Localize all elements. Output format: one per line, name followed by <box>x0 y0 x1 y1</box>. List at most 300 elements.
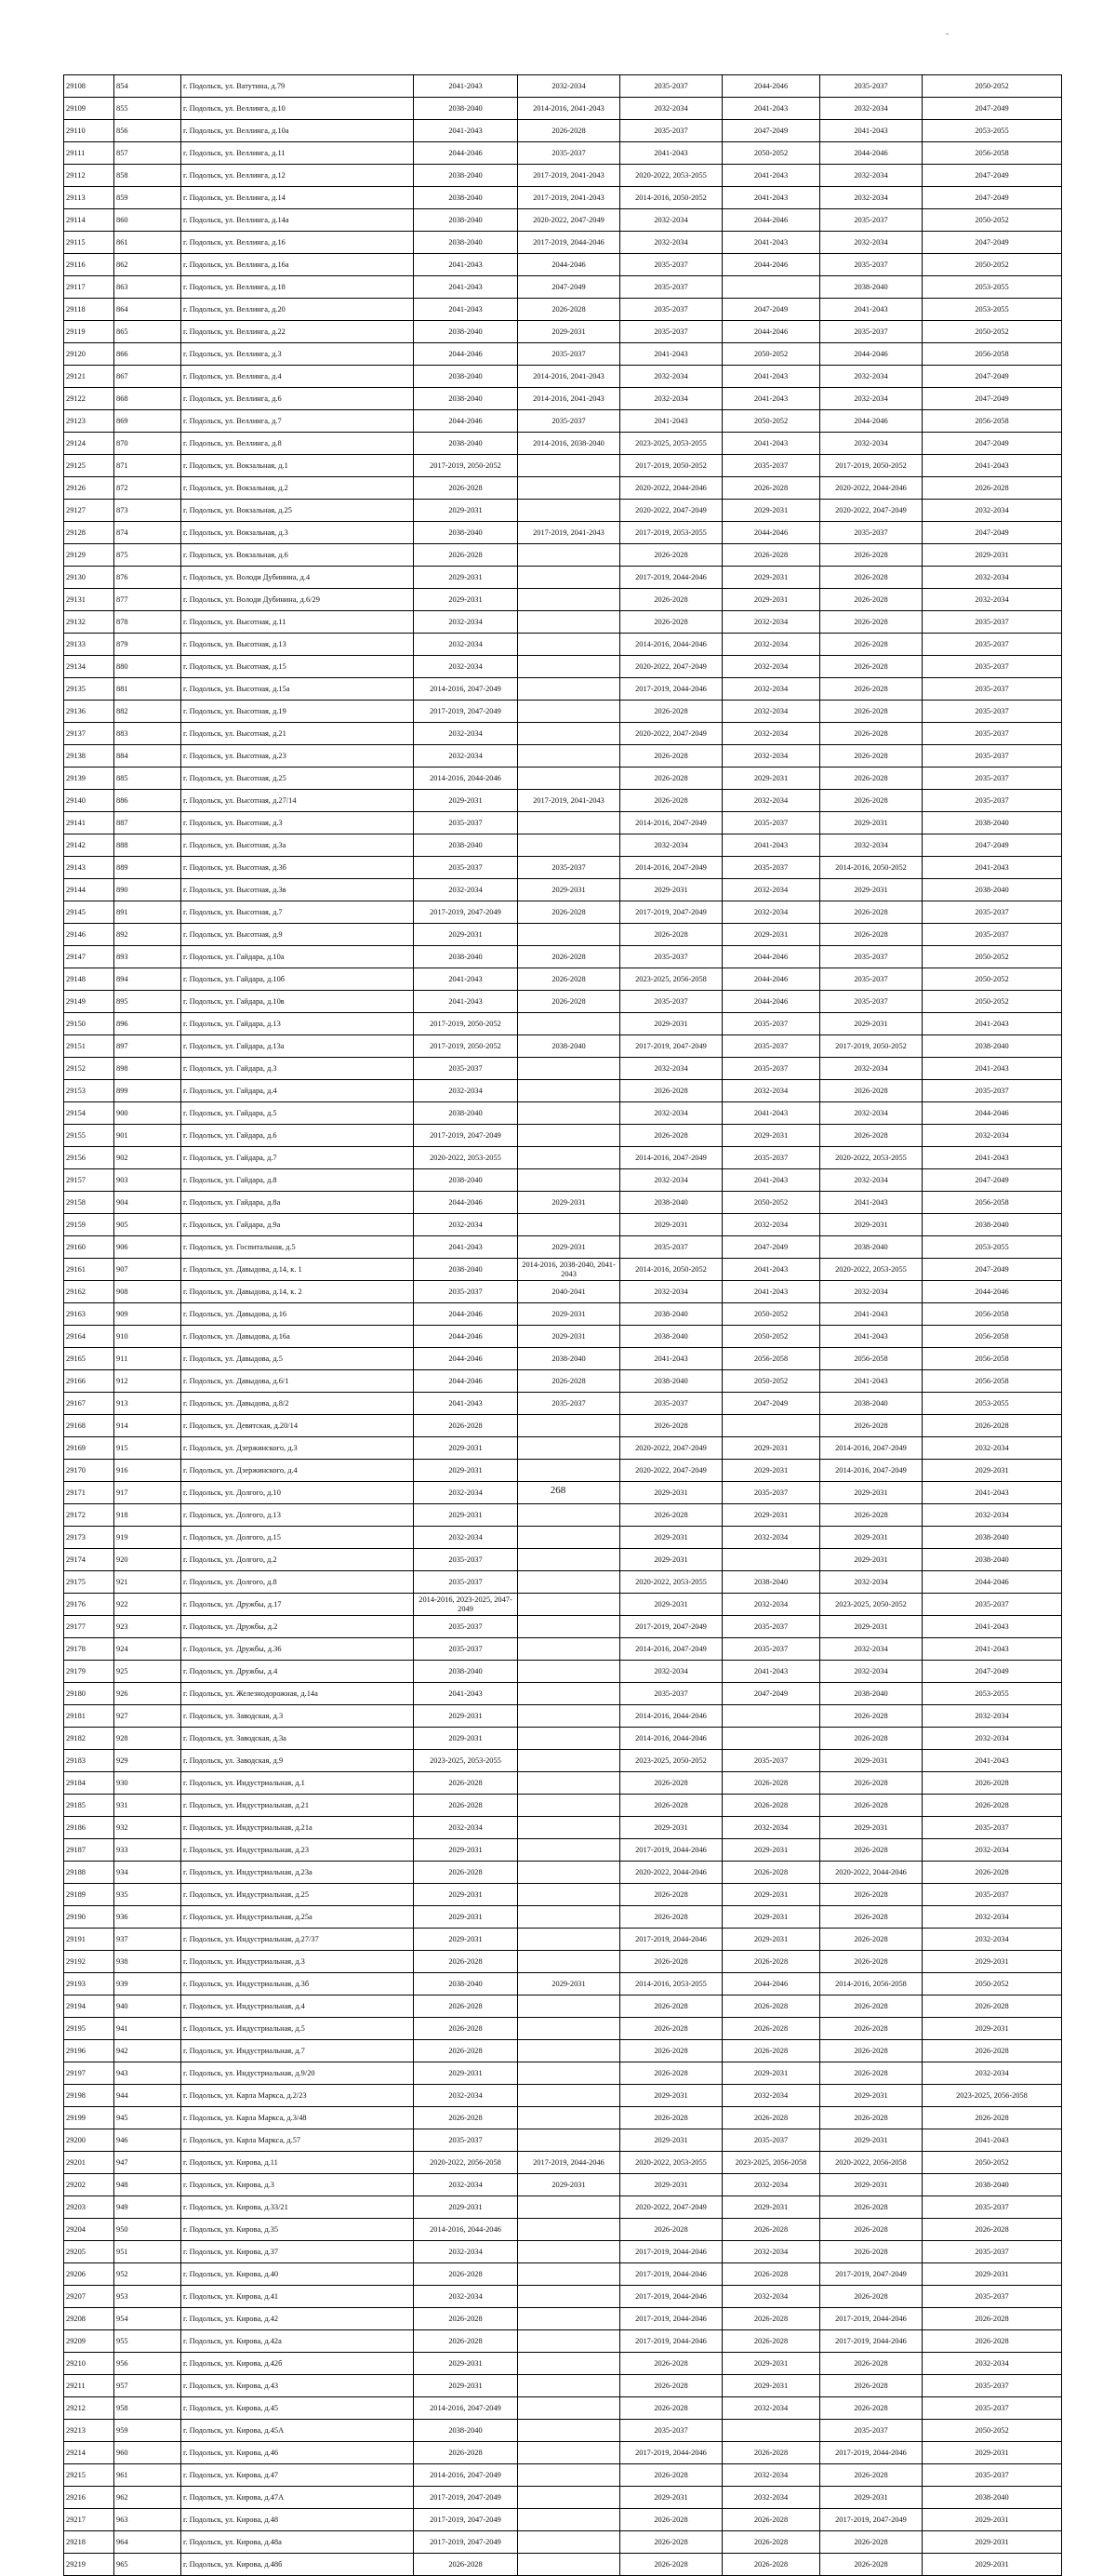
row-id: 29176 <box>64 1594 114 1616</box>
row-number: 949 <box>114 2196 181 2219</box>
period-cell: 2014-2016, 2053-2055 <box>620 1973 723 1995</box>
period-cell <box>518 1594 620 1616</box>
period-cell <box>518 678 620 701</box>
table-row <box>64 2308 1062 2330</box>
period-cell: 2035-2037 <box>723 1035 820 1058</box>
period-cell <box>518 1661 620 1683</box>
period-cell: 2017-2019, 2050-2052 <box>820 455 923 477</box>
period-cell: 2038-2040 <box>923 2174 1062 2196</box>
address-cell: г. Подольск, ул. Индустриальная, д.25 <box>181 1884 414 1906</box>
period-cell <box>518 1013 620 1035</box>
period-cell: 2032-2034 <box>923 500 1062 522</box>
period-cell: 2020-2022, 2047-2049 <box>620 2196 723 2219</box>
period-cell: 2029-2031 <box>820 812 923 834</box>
period-cell: 2035-2037 <box>923 2241 1062 2263</box>
row-id: 29195 <box>64 2018 114 2040</box>
period-cell: 2032-2034 <box>923 589 1062 611</box>
table-row <box>64 611 1062 634</box>
period-cell: 2032-2034 <box>923 567 1062 589</box>
row-id: 29199 <box>64 2107 114 2129</box>
period-cell: 2020-2022, 2047-2049 <box>518 209 620 232</box>
table-row <box>64 1571 1062 1594</box>
row-id: 29193 <box>64 1973 114 1995</box>
period-cell: 2029-2031 <box>820 879 923 901</box>
address-cell: г. Подольск, ул. Давыдова, д.6/1 <box>181 1370 414 1393</box>
period-cell: 2026-2028 <box>820 589 923 611</box>
row-number: 951 <box>114 2241 181 2263</box>
row-id: 29158 <box>64 1192 114 1214</box>
period-cell: 2029-2031 <box>414 1504 518 1527</box>
table-row <box>64 1147 1062 1169</box>
row-number: 882 <box>114 701 181 723</box>
period-cell: 2041-2043 <box>723 388 820 410</box>
period-cell: 2029-2031 <box>414 2375 518 2397</box>
period-cell: 2035-2037 <box>820 75 923 98</box>
period-cell: 2056-2058 <box>923 142 1062 165</box>
period-cell: 2053-2055 <box>923 299 1062 321</box>
period-cell <box>518 2062 620 2085</box>
period-cell: 2035-2037 <box>723 1482 820 1504</box>
row-number: 874 <box>114 522 181 544</box>
period-cell: 2017-2019, 2044-2046 <box>620 678 723 701</box>
row-id: 29139 <box>64 767 114 790</box>
address-cell: г. Подольск, ул. Давыдова, д.14, к. 2 <box>181 1281 414 1303</box>
row-id: 29174 <box>64 1549 114 1571</box>
period-cell: 2044-2046 <box>723 991 820 1013</box>
period-cell: 2020-2022, 2053-2055 <box>414 1147 518 1169</box>
period-cell: 2035-2037 <box>923 656 1062 678</box>
period-cell <box>518 1460 620 1482</box>
period-cell: 2029-2031 <box>723 2196 820 2219</box>
address-cell: г. Подольск, ул. Заводская, д.9 <box>181 1750 414 1772</box>
period-cell: 2041-2043 <box>820 299 923 321</box>
period-cell: 2026-2028 <box>518 120 620 142</box>
period-cell: 2026-2028 <box>820 767 923 790</box>
period-cell: 2026-2028 <box>518 1370 620 1393</box>
row-number: 883 <box>114 723 181 745</box>
address-cell: г. Подольск, ул. Долгого, д.10 <box>181 1482 414 1504</box>
table-row <box>64 1303 1062 1326</box>
address-cell: г. Подольск, ул. Веллинга, д.6 <box>181 388 414 410</box>
period-cell: 2032-2034 <box>723 1594 820 1616</box>
period-cell: 2044-2046 <box>414 142 518 165</box>
address-cell: г. Подольск, ул. Кирова, д.45А <box>181 2420 414 2442</box>
period-cell: 2020-2022, 2053-2055 <box>820 1259 923 1281</box>
table-row <box>64 1058 1062 1080</box>
period-cell: 2017-2019, 2047-2049 <box>620 901 723 924</box>
period-cell: 2029-2031 <box>820 2129 923 2152</box>
period-cell: 2047-2049 <box>723 1236 820 1259</box>
table-row <box>64 589 1062 611</box>
period-cell: 2041-2043 <box>414 75 518 98</box>
period-cell: 2035-2037 <box>414 1281 518 1303</box>
period-cell: 2020-2022, 2047-2049 <box>620 656 723 678</box>
address-cell: г. Подольск, ул. Высотная, д.27/14 <box>181 790 414 812</box>
period-cell: 2038-2040 <box>923 1035 1062 1058</box>
address-cell: г. Подольск, ул. Веллинга, д.20 <box>181 299 414 321</box>
period-cell: 2041-2043 <box>923 1482 1062 1504</box>
period-cell: 2035-2037 <box>620 991 723 1013</box>
period-cell: 2026-2028 <box>820 2062 923 2085</box>
period-cell: 2029-2031 <box>820 2174 923 2196</box>
period-cell: 2047-2049 <box>723 1683 820 1705</box>
row-number: 912 <box>114 1370 181 1393</box>
period-cell: 2041-2043 <box>923 1750 1062 1772</box>
row-number: 854 <box>114 75 181 98</box>
period-cell <box>518 1906 620 1929</box>
period-cell: 2026-2028 <box>820 2464 923 2487</box>
row-id: 29186 <box>64 1817 114 1839</box>
row-number: 864 <box>114 299 181 321</box>
period-cell: 2032-2034 <box>723 723 820 745</box>
row-number: 856 <box>114 120 181 142</box>
table-row <box>64 656 1062 678</box>
period-cell <box>518 1884 620 1906</box>
period-cell: 2035-2037 <box>414 812 518 834</box>
period-cell <box>723 1415 820 1437</box>
period-cell: 2044-2046 <box>723 254 820 276</box>
period-cell: 2026-2028 <box>518 946 620 968</box>
period-cell: 2029-2031 <box>414 924 518 946</box>
row-id: 29152 <box>64 1058 114 1080</box>
table-row <box>64 2263 1062 2286</box>
table-row <box>64 2152 1062 2174</box>
period-cell: 2032-2034 <box>723 790 820 812</box>
period-cell: 2017-2019, 2050-2052 <box>414 1013 518 1035</box>
period-cell <box>518 2286 620 2308</box>
row-number: 908 <box>114 1281 181 1303</box>
period-cell: 2035-2037 <box>923 701 1062 723</box>
period-cell: 2035-2037 <box>620 276 723 299</box>
row-id: 29140 <box>64 790 114 812</box>
table-row <box>64 2062 1062 2085</box>
table-row <box>64 254 1062 276</box>
address-cell: г. Подольск, ул. Гайдара, д.10б <box>181 968 414 991</box>
row-id: 29217 <box>64 2509 114 2531</box>
period-cell: 2017-2019, 2044-2046 <box>620 2442 723 2464</box>
period-cell: 2035-2037 <box>820 209 923 232</box>
period-cell: 2032-2034 <box>723 2241 820 2263</box>
period-cell: 2017-2019, 2044-2046 <box>518 232 620 254</box>
table-row <box>64 433 1062 455</box>
period-cell: 2041-2043 <box>414 254 518 276</box>
period-cell: 2023-2025, 2056-2058 <box>723 2152 820 2174</box>
period-cell: 2032-2034 <box>820 1638 923 1661</box>
period-cell: 2029-2031 <box>518 1326 620 1348</box>
capital-repair-schedule-table <box>63 74 1062 2576</box>
period-cell: 2044-2046 <box>723 968 820 991</box>
row-id: 29189 <box>64 1884 114 1906</box>
row-number: 860 <box>114 209 181 232</box>
period-cell: 2026-2028 <box>414 2263 518 2286</box>
period-cell: 2035-2037 <box>620 254 723 276</box>
table-row <box>64 2554 1062 2576</box>
period-cell: 2041-2043 <box>723 98 820 120</box>
period-cell: 2017-2019, 2047-2049 <box>414 1125 518 1147</box>
address-cell: г. Подольск, ул. Кирова, д.37 <box>181 2241 414 2263</box>
period-cell: 2026-2028 <box>923 2107 1062 2129</box>
row-number: 859 <box>114 187 181 209</box>
address-cell: г. Подольск, ул. Индустриальная, д.23 <box>181 1839 414 1862</box>
period-cell: 2035-2037 <box>923 1817 1062 1839</box>
period-cell: 2026-2028 <box>620 2018 723 2040</box>
period-cell: 2026-2028 <box>414 2308 518 2330</box>
period-cell: 2032-2034 <box>414 2174 518 2196</box>
period-cell: 2032-2034 <box>923 2353 1062 2375</box>
period-cell: 2029-2031 <box>414 2353 518 2375</box>
row-id: 29138 <box>64 745 114 767</box>
period-cell <box>518 767 620 790</box>
period-cell <box>518 1147 620 1169</box>
register-table-container <box>63 74 1061 2576</box>
address-cell: г. Подольск, ул. Высотная, д.3в <box>181 879 414 901</box>
table-row <box>64 187 1062 209</box>
table-row <box>64 1661 1062 1683</box>
period-cell: 2017-2019, 2041-2043 <box>518 522 620 544</box>
period-cell: 2032-2034 <box>723 634 820 656</box>
period-cell: 2026-2028 <box>723 1772 820 1795</box>
period-cell: 2032-2034 <box>414 1527 518 1549</box>
row-number: 905 <box>114 1214 181 1236</box>
period-cell: 2047-2049 <box>923 366 1062 388</box>
row-number: 871 <box>114 455 181 477</box>
period-cell: 2047-2049 <box>923 232 1062 254</box>
period-cell: 2035-2037 <box>723 1616 820 1638</box>
period-cell: 2041-2043 <box>414 1393 518 1415</box>
period-cell: 2035-2037 <box>820 254 923 276</box>
period-cell: 2017-2019, 2044-2046 <box>620 567 723 589</box>
period-cell: 2032-2034 <box>723 2174 820 2196</box>
period-cell: 2026-2028 <box>723 1795 820 1817</box>
period-cell: 2050-2052 <box>923 2152 1062 2174</box>
row-id: 29111 <box>64 142 114 165</box>
table-row <box>64 1281 1062 1303</box>
row-number: 954 <box>114 2308 181 2330</box>
row-number: 881 <box>114 678 181 701</box>
period-cell <box>518 1527 620 1549</box>
row-number: 921 <box>114 1571 181 1594</box>
period-cell: 2041-2043 <box>723 1259 820 1281</box>
table-row <box>64 2286 1062 2308</box>
row-id: 29144 <box>64 879 114 901</box>
row-number: 945 <box>114 2107 181 2129</box>
address-cell: г. Подольск, ул. Высотная, д.3а <box>181 834 414 857</box>
period-cell: 2029-2031 <box>518 1973 620 1995</box>
period-cell: 2026-2028 <box>414 1995 518 2018</box>
address-cell: г. Подольск, ул. Веллинга, д.11 <box>181 142 414 165</box>
row-id: 29115 <box>64 232 114 254</box>
period-cell: 2044-2046 <box>414 1303 518 1326</box>
period-cell: 2038-2040 <box>820 1683 923 1705</box>
period-cell: 2056-2058 <box>923 343 1062 366</box>
period-cell: 2029-2031 <box>723 924 820 946</box>
period-cell: 2035-2037 <box>414 1058 518 1080</box>
period-cell <box>518 634 620 656</box>
table-row <box>64 1638 1062 1661</box>
period-cell: 2056-2058 <box>923 1326 1062 1348</box>
period-cell: 2032-2034 <box>414 2085 518 2107</box>
table-row <box>64 1750 1062 1772</box>
period-cell: 2029-2031 <box>820 1013 923 1035</box>
table-row <box>64 1795 1062 1817</box>
period-cell: 2029-2031 <box>723 567 820 589</box>
period-cell: 2032-2034 <box>620 98 723 120</box>
row-id: 29206 <box>64 2263 114 2286</box>
period-cell: 2038-2040 <box>923 1549 1062 1571</box>
period-cell: 2038-2040 <box>923 2487 1062 2509</box>
address-cell: г. Подольск, ул. Гайдара, д.5 <box>181 1102 414 1125</box>
period-cell: 2014-2016, 2047-2049 <box>620 1638 723 1661</box>
period-cell <box>518 2219 620 2241</box>
period-cell: 2038-2040 <box>414 187 518 209</box>
period-cell: 2014-2016, 2056-2058 <box>820 1973 923 1995</box>
period-cell: 2053-2055 <box>923 1236 1062 1259</box>
period-cell: 2026-2028 <box>820 1728 923 1750</box>
period-cell: 2053-2055 <box>923 1393 1062 1415</box>
period-cell: 2026-2028 <box>820 2531 923 2554</box>
period-cell: 2032-2034 <box>620 388 723 410</box>
period-cell: 2026-2028 <box>414 544 518 567</box>
period-cell: 2017-2019, 2047-2049 <box>414 701 518 723</box>
table-row <box>64 879 1062 901</box>
period-cell: 2038-2040 <box>620 1303 723 1326</box>
period-cell: 2047-2049 <box>923 165 1062 187</box>
address-cell: г. Подольск, ул. Индустриальная, д.9/20 <box>181 2062 414 2085</box>
table-row <box>64 1884 1062 1906</box>
row-number: 932 <box>114 1817 181 1839</box>
table-row <box>64 1728 1062 1750</box>
row-id: 29171 <box>64 1482 114 1504</box>
row-id: 29130 <box>64 567 114 589</box>
table-row <box>64 1906 1062 1929</box>
row-id: 29214 <box>64 2442 114 2464</box>
address-cell: г. Подольск, ул. Индустриальная, д.25а <box>181 1906 414 1929</box>
period-cell: 2026-2028 <box>620 924 723 946</box>
row-id: 29194 <box>64 1995 114 2018</box>
row-number: 937 <box>114 1929 181 1951</box>
address-cell: г. Подольск, ул. Девятская, д.20/14 <box>181 1415 414 1437</box>
table-row <box>64 1527 1062 1549</box>
address-cell: г. Подольск, ул. Высотная, д.21 <box>181 723 414 745</box>
address-cell: г. Подольск, ул. Гайдара, д.4 <box>181 1080 414 1102</box>
period-cell: 2029-2031 <box>820 1482 923 1504</box>
address-cell: г. Подольск, ул. Индустриальная, д.21 <box>181 1795 414 1817</box>
table-row <box>64 2509 1062 2531</box>
row-id: 29211 <box>64 2375 114 2397</box>
period-cell: 2026-2028 <box>820 2286 923 2308</box>
page-number: 268 <box>550 1485 566 1496</box>
address-cell: г. Подольск, ул. Кирова, д.3 <box>181 2174 414 2196</box>
period-cell: 2032-2034 <box>820 834 923 857</box>
period-cell: 2053-2055 <box>923 1683 1062 1705</box>
period-cell <box>518 834 620 857</box>
period-cell <box>518 544 620 567</box>
period-cell: 2029-2031 <box>620 1482 723 1504</box>
row-id: 29192 <box>64 1951 114 1973</box>
period-cell: 2026-2028 <box>820 901 923 924</box>
row-number: 887 <box>114 812 181 834</box>
period-cell <box>518 2375 620 2397</box>
period-cell: 2041-2043 <box>723 1661 820 1683</box>
table-row <box>64 1326 1062 1348</box>
period-cell: 2047-2049 <box>923 98 1062 120</box>
period-cell: 2029-2031 <box>518 1192 620 1214</box>
period-cell: 2029-2031 <box>414 567 518 589</box>
row-id: 29216 <box>64 2487 114 2509</box>
period-cell: 2032-2034 <box>723 2286 820 2308</box>
period-cell: 2026-2028 <box>820 2018 923 2040</box>
table-row <box>64 1549 1062 1571</box>
period-cell: 2041-2043 <box>923 2129 1062 2152</box>
period-cell: 2047-2049 <box>723 1393 820 1415</box>
period-cell <box>518 2040 620 2062</box>
period-cell: 2020-2022, 2053-2055 <box>620 165 723 187</box>
period-cell: 2044-2046 <box>820 410 923 433</box>
period-cell: 2026-2028 <box>820 1951 923 1973</box>
row-number: 923 <box>114 1616 181 1638</box>
period-cell: 2038-2040 <box>820 276 923 299</box>
table-row <box>64 1616 1062 1638</box>
table-row <box>64 366 1062 388</box>
period-cell: 2032-2034 <box>723 1214 820 1236</box>
period-cell: 2026-2028 <box>414 1862 518 1884</box>
address-cell: г. Подольск, ул. Кирова, д.47 <box>181 2464 414 2487</box>
table-row <box>64 2353 1062 2375</box>
address-cell: г. Подольск, ул. Кирова, д.45 <box>181 2397 414 2420</box>
row-id: 29108 <box>64 75 114 98</box>
period-cell: 2038-2040 <box>923 879 1062 901</box>
table-row <box>64 410 1062 433</box>
period-cell: 2026-2028 <box>723 2308 820 2330</box>
period-cell <box>518 2397 620 2420</box>
row-number: 964 <box>114 2531 181 2554</box>
address-cell: г. Подольск, ул. Карла Маркса, д.3/48 <box>181 2107 414 2129</box>
table-row <box>64 544 1062 567</box>
row-id: 29164 <box>64 1326 114 1348</box>
period-cell: 2029-2031 <box>414 1705 518 1728</box>
period-cell: 2029-2031 <box>723 2353 820 2375</box>
period-cell: 2017-2019, 2047-2049 <box>620 1616 723 1638</box>
period-cell: 2029-2031 <box>820 2085 923 2107</box>
period-cell: 2026-2028 <box>723 2018 820 2040</box>
period-cell <box>518 1839 620 1862</box>
table-body <box>64 75 1062 2576</box>
row-id: 29161 <box>64 1259 114 1281</box>
row-id: 29125 <box>64 455 114 477</box>
period-cell: 2026-2028 <box>620 1951 723 1973</box>
row-id: 29162 <box>64 1281 114 1303</box>
table-row <box>64 2129 1062 2152</box>
row-number: 877 <box>114 589 181 611</box>
row-id: 29207 <box>64 2286 114 2308</box>
table-row <box>64 1348 1062 1370</box>
table-row <box>64 1839 1062 1862</box>
table-row <box>64 2196 1062 2219</box>
address-cell: г. Подольск, ул. Гайдара, д.9а <box>181 1214 414 1236</box>
address-cell: г. Подольск, ул. Кирова, д.43 <box>181 2375 414 2397</box>
period-cell: 2050-2052 <box>723 1326 820 1348</box>
table-row <box>64 98 1062 120</box>
period-cell <box>518 1616 620 1638</box>
period-cell: 2035-2037 <box>820 522 923 544</box>
period-cell <box>518 745 620 767</box>
address-cell: г. Подольск, ул. Высотная, д.13 <box>181 634 414 656</box>
table-row <box>64 2018 1062 2040</box>
period-cell: 2026-2028 <box>723 477 820 500</box>
period-cell: 2044-2046 <box>723 209 820 232</box>
period-cell: 2035-2037 <box>820 321 923 343</box>
period-cell: 2035-2037 <box>923 611 1062 634</box>
